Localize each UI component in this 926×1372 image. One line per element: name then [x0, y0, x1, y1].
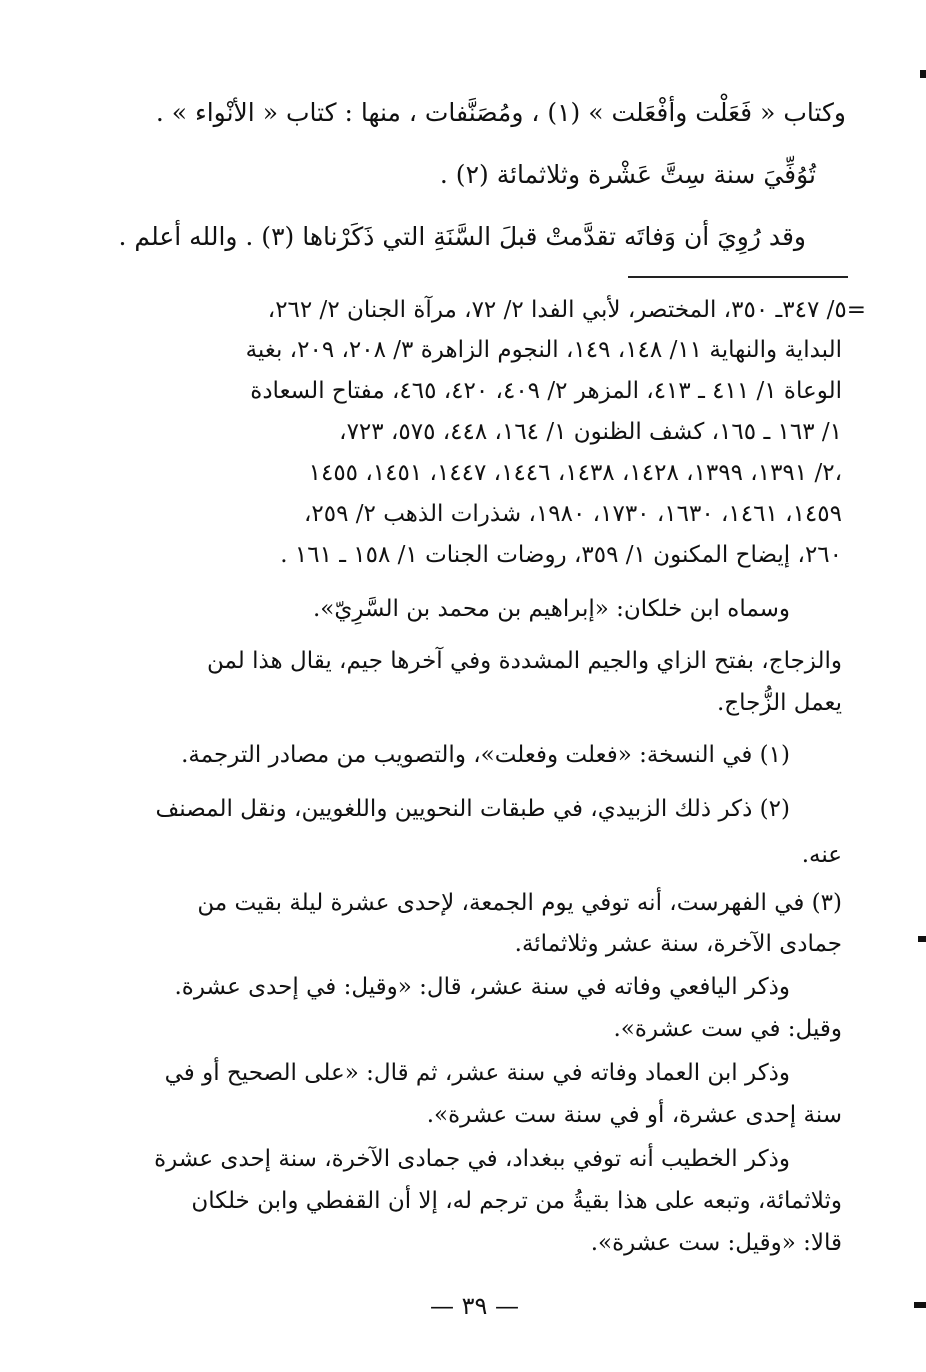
footnote-line-13: عنه.	[801, 842, 842, 868]
main-line-1: وكتاب « فَعَلْت وأفْعَلت » (١) ، ومُصَنَّفات ، منها : كتاب « الأنْواء » .	[155, 98, 846, 127]
footnote-line-11: (١) في النسخة: «فعلت وفعلت»، والتصويب من مصادر الترجمة.	[181, 742, 790, 768]
footnote-line-8: وسماه ابن خلكان: «إبراهيم بن محمد بن السَّرِيّ».	[312, 596, 790, 622]
main-line-2: تُوُفِّيَ سنة سِتَّ عَشْرة وثلاثمائة (٢) .	[439, 160, 816, 189]
footnote-line-4: ١/ ١٦٣ ـ ١٦٥، كشف الظنون ١/ ١٦٤، ٤٤٨، ٥٧٥، ٧٢٣،	[339, 419, 842, 445]
footnote-line-1: =٥/ ٣٤٧ـ ٣٥٠، المختصر، لأبي الفدا ٢/ ٧٢، مرآة الجنان ٢/ ٢٦٢،	[267, 297, 866, 323]
scan-edge-mark-middle	[918, 936, 926, 942]
footnote-line-10: يعمل الزُّجاج.	[717, 690, 842, 716]
footnote-line-18: وذكر ابن العماد وفاته في سنة عشر، ثم قال: «على الصحيح أو في	[164, 1060, 790, 1086]
page-number: — ٣٩ —	[430, 1292, 520, 1320]
scan-edge-mark-bottom	[914, 1302, 926, 1308]
footnote-line-6: ١٤٥٩، ١٤٦١، ١٦٣٠، ١٧٣٠، ١٩٨٠، شذرات الذهب ٢/ ٢٥٩،	[303, 501, 842, 527]
footnote-line-7: ٢٦٠، إيضاح المكنون ١/ ٣٥٩، روضات الجنات ١/ ١٥٨ ـ ١٦١ .	[280, 542, 842, 568]
footnote-line-21: وثلاثمائة، وتبعه على هذا بقيةُ من ترجم له، إلا أن القفطي وابن خلكان	[191, 1188, 842, 1214]
footnote-line-17: وقيل: في ست عشرة».	[613, 1016, 842, 1042]
footnote-line-15: جمادى الآخرة، سنة عشر وثلاثمائة.	[514, 931, 842, 957]
footnote-line-22: قالا: «وقيل: ست عشرة».	[590, 1230, 842, 1256]
footnote-line-14: (٣) في الفهرست، أنه توفي يوم الجمعة، لإحدى عشرة ليلة بقيت من	[197, 890, 842, 916]
footnote-line-3: الوعاة ١/ ٤١١ ـ ٤١٣، المزهر ٢/ ٤٠٩، ٤٢٠، ٤٦٥، مفتاح السعادة	[250, 378, 842, 404]
footnote-line-19: سنة إحدى عشرة، أو في سنة ست عشرة».	[426, 1102, 842, 1128]
main-line-3: وقد رُوِيَ أن وَفاتَه تقدَّمتْ قبلَ السَّنَةِ التي ذَكَرْناها (٣) . والله أعلم .	[118, 222, 806, 251]
footnote-line-16: وذكر اليافعي وفاته في سنة عشر، قال: «وقيل: في إحدى عشرة.	[174, 974, 790, 1000]
footnote-line-5: ٢/ ١٣٩١، ١٣٩٩، ١٤٢٨، ١٤٣٨، ١٤٤٦، ١٤٤٧، ١٤٥١، ١٤٥٥،	[308, 460, 842, 486]
footnote-line-20: وذكر الخطيب أنه توفي ببغداد، في جمادى الآخرة، سنة إحدى عشرة	[154, 1146, 790, 1172]
footnote-line-12: (٢) ذكر ذلك الزبيدي، في طبقات النحويين واللغويين، ونقل المصنف	[155, 796, 790, 822]
footnote-line-9: والزجاج، بفتح الزاي والجيم المشددة وفي آخرها جيم، يقال هذا لمن	[206, 648, 842, 674]
footnote-line-2: البداية والنهاية ١١/ ١٤٨، ١٤٩، النجوم الزاهرة ٣/ ٢٠٨، ٢٠٩، بغية	[245, 337, 842, 363]
footnote-separator	[628, 276, 848, 278]
scan-edge-mark-top	[920, 70, 926, 78]
